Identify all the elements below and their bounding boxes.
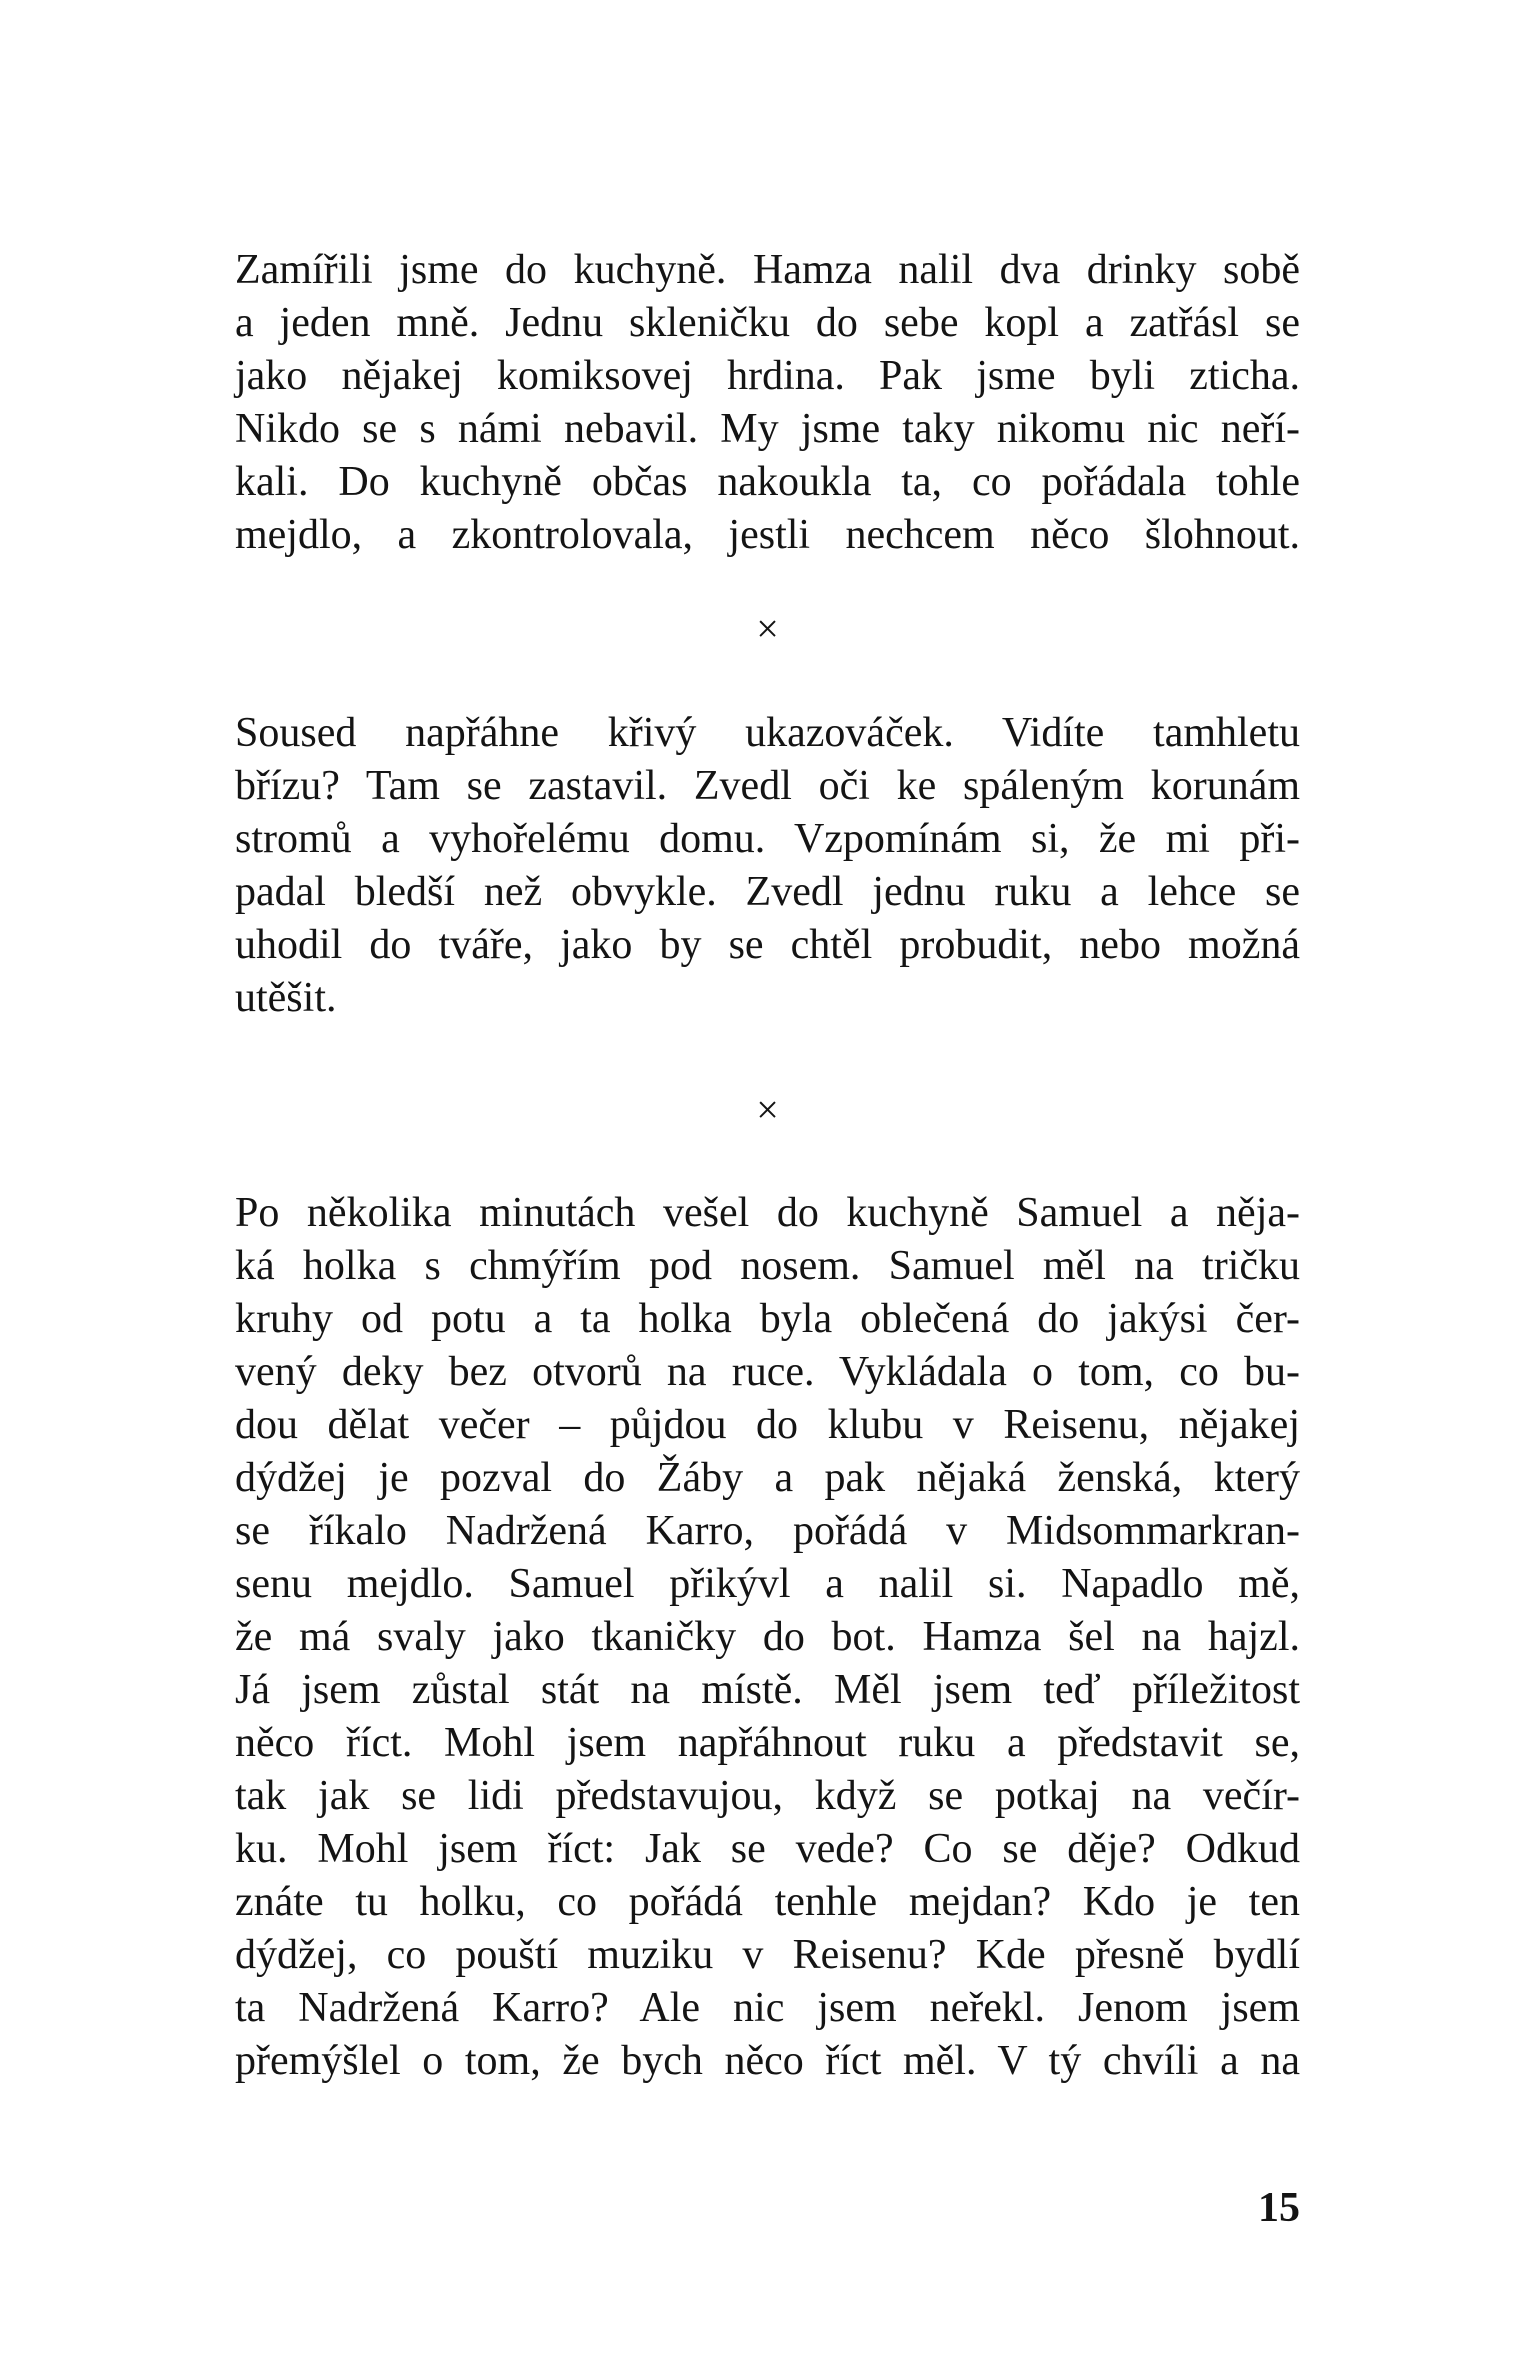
page-number: 15 <box>1258 2185 1300 2231</box>
text-line: Nikdo se s námi nebavil. My jsme taky nikomu nic neří- <box>235 406 1300 452</box>
text-line: přemýšlel o tom, že bych něco říct měl. V tý chvíli a na <box>235 2038 1300 2084</box>
text-line: se říkalo Nadržená Karro, pořádá v Midsommarkran- <box>235 1508 1300 1554</box>
text-line: kali. Do kuchyně občas nakoukla ta, co pořádala tohle <box>235 459 1300 505</box>
text-line: utěšit. <box>235 975 337 1021</box>
paragraph-1 <box>235 244 1300 562</box>
text-line: kruhy od potu a ta holka byla oblečená do jakýsi čer- <box>235 1296 1300 1342</box>
text-line: dýdžej, co pouští muziku v Reisenu? Kde přesně bydlí <box>235 1932 1300 1978</box>
text-line: břízu? Tam se zastavil. Zvedl oči ke spáleným korunám <box>235 763 1300 809</box>
text-line: ta Nadržená Karro? Ale nic jsem neřekl. Jenom jsem <box>235 1985 1300 2031</box>
paragraph-2 <box>235 707 1300 1025</box>
text-line: dýdžej je pozval do Žáby a pak nějaká ženská, který <box>235 1455 1300 1501</box>
text-line: uhodil do tváře, jako by se chtěl probudit, nebo možná <box>235 922 1300 968</box>
text-line: stromů a vyhořelému domu. Vzpomínám si, že mi při- <box>235 816 1300 862</box>
text-line: že má svaly jako tkaničky do bot. Hamza šel na hajzl. <box>235 1614 1300 1660</box>
section-separator: × <box>756 606 779 651</box>
section-separator: × <box>756 1087 779 1132</box>
text-line: padal bledší než obvykle. Zvedl jednu ruku a lehce se <box>235 869 1300 915</box>
text-line: tak jak se lidi představujou, když se potkaj na večír- <box>235 1773 1300 1819</box>
paragraph-3 <box>235 1187 1300 2088</box>
text-line: a jeden mně. Jednu skleničku do sebe kopl a zatřásl se <box>235 300 1300 346</box>
text-line: ku. Mohl jsem říct: Jak se vede? Co se děje? Odkud <box>235 1826 1300 1872</box>
text-line: vený deky bez otvorů na ruce. Vykládala o tom, co bu- <box>235 1349 1300 1395</box>
text-line: jako nějakej komiksovej hrdina. Pak jsme byli zticha. <box>235 353 1300 399</box>
text-line: dou dělat večer – půjdou do klubu v Reisenu, nějakej <box>235 1402 1300 1448</box>
text-line: Já jsem zůstal stát na místě. Měl jsem teď příležitost <box>235 1667 1300 1713</box>
text-line: ká holka s chmýřím pod nosem. Samuel měl na tričku <box>235 1243 1300 1289</box>
text-line: Zamířili jsme do kuchyně. Hamza nalil dva drinky sobě <box>235 247 1300 293</box>
text-line: Soused napřáhne křivý ukazováček. Vidíte tamhletu <box>235 710 1300 756</box>
text-line: mejdlo, a zkontrolovala, jestli nechcem něco šlohnout. <box>235 512 1300 558</box>
text-line: něco říct. Mohl jsem napřáhnout ruku a představit se, <box>235 1720 1300 1766</box>
text-line: senu mejdlo. Samuel přikývl a nalil si. Napadlo mě, <box>235 1561 1300 1607</box>
text-line: znáte tu holku, co pořádá tenhle mejdan? Kdo je ten <box>235 1879 1300 1925</box>
text-line: Po několika minutách vešel do kuchyně Samuel a něja- <box>235 1190 1300 1236</box>
